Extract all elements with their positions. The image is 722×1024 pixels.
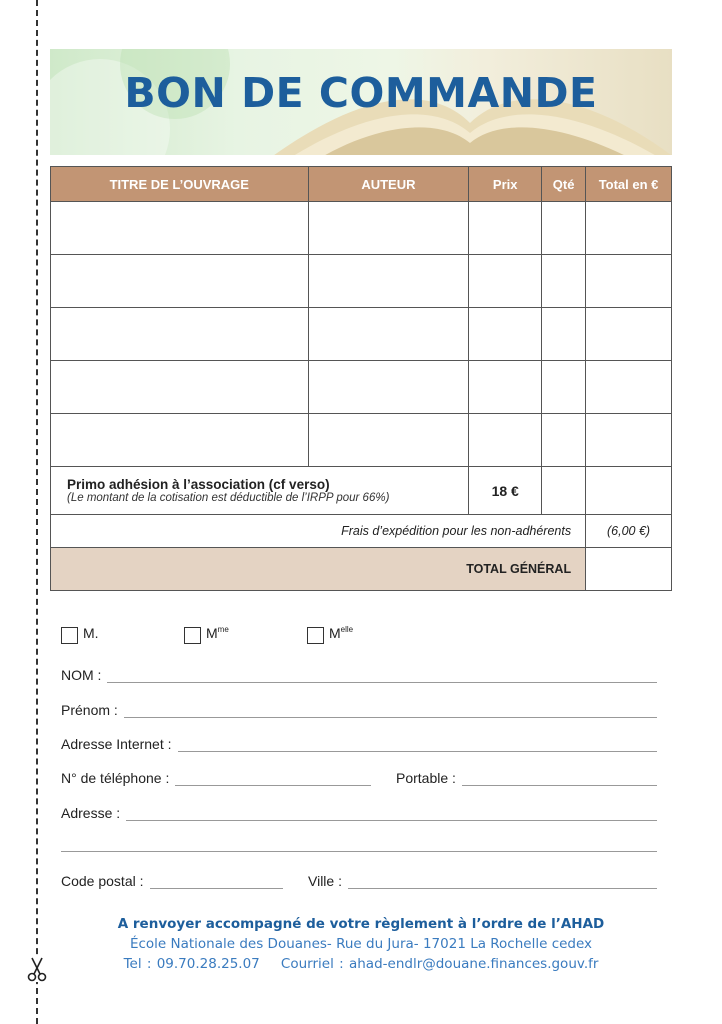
total-value[interactable] [586,548,672,591]
membership-price: 18 € [469,467,542,515]
shipping-row [51,515,672,548]
checkbox-mme[interactable] [184,627,201,644]
cell-total[interactable] [586,361,672,414]
prenom-field[interactable] [124,703,657,718]
total-row [51,548,672,591]
nom-line [61,667,657,683]
postal-line [61,873,283,889]
phone-label: N° de téléphone : [61,770,170,786]
col-price: Prix [469,167,542,202]
address-label: Adresse : [61,805,121,821]
membership-row [51,467,672,515]
address-line [61,805,657,821]
membership-qty[interactable] [542,467,586,515]
email-field[interactable] [178,737,657,752]
footer-address: École Nationale des Douanes- Rue du Jura- 17021 La Rochelle cedex [129,936,593,952]
cell-title[interactable] [51,202,309,255]
civility-mme[interactable] [184,625,229,644]
address-line-2 [61,837,657,852]
cell-total[interactable] [586,308,672,361]
cell-total[interactable] [586,255,672,308]
table-row[interactable] [51,414,672,467]
cell-price[interactable] [469,255,542,308]
order-table [50,166,672,591]
email-label: Adresse Internet : [61,736,172,752]
address-field-2[interactable] [61,837,657,852]
scissors-icon [27,956,47,982]
civility-m-label: M. [83,625,99,641]
shipping-label: Frais d’expédition pour les non-adhérents [51,515,586,548]
membership-title: Primo adhésion à l’association (cf verso) [67,477,330,492]
mobile-label: Portable : [396,770,456,786]
page-title: BON DE COMMANDE [124,69,598,117]
civility-mlle-label: $M^{elle}$ [329,625,354,641]
cell-qty[interactable] [542,308,586,361]
city-label: Ville : [308,873,342,889]
cell-price[interactable] [469,414,542,467]
cell-total[interactable] [586,414,672,467]
cell-author[interactable] [308,414,469,467]
email-line [61,736,657,752]
civility-mme-label: $M^{me}$ [206,625,229,641]
cut-line [36,0,38,1024]
civility-m[interactable] [61,625,99,644]
table-row[interactable] [51,308,672,361]
cell-price[interactable] [469,202,542,255]
mobile-field[interactable] [462,771,657,786]
city-field[interactable] [348,874,657,889]
cell-price[interactable] [469,361,542,414]
cell-total[interactable] [586,202,672,255]
membership-total[interactable] [586,467,672,515]
cell-author[interactable] [308,255,469,308]
cell-title[interactable] [51,414,309,467]
cell-title[interactable] [51,255,309,308]
header-banner [50,49,672,155]
col-total: Total en € [586,167,672,202]
civility-mlle[interactable] [307,625,353,644]
table-row[interactable] [51,361,672,414]
address-field[interactable] [126,806,657,821]
cell-author[interactable] [308,202,469,255]
cell-qty[interactable] [542,255,586,308]
nom-field[interactable] [107,668,657,683]
col-author: AUTEUR [308,167,469,202]
cell-title[interactable] [51,361,309,414]
cell-qty[interactable] [542,414,586,467]
footer-contact: Tel : 09.70.28.25.07 Courriel : ahad-endlr@douane.finances.gouv.fr [123,956,599,972]
phone-field[interactable] [175,771,371,786]
shipping-value: (6,00 €) [586,515,672,548]
postal-label: Code postal : [61,873,144,889]
table-row[interactable] [51,255,672,308]
col-title: TITRE DE L’OUVRAGE [51,167,309,202]
table-row[interactable] [51,202,672,255]
nom-label: NOM : [61,667,102,683]
cell-price[interactable] [469,308,542,361]
table-header [51,167,672,202]
checkbox-m[interactable] [61,627,78,644]
cell-qty[interactable] [542,361,586,414]
total-label: TOTAL GÉNÉRAL [51,548,586,591]
city-line [308,873,657,889]
checkbox-mlle[interactable] [307,627,324,644]
mobile-line [396,770,657,786]
cell-author[interactable] [308,361,469,414]
prenom-line [61,702,657,718]
membership-note: (Le montant de la cotisation est déductible de l’IRPP pour 66%) [67,492,390,504]
phone-line [61,770,371,786]
cell-author[interactable] [308,308,469,361]
col-qty: Qté [542,167,586,202]
footer-instruction: A renvoyer accompagné de votre règlement à l’ordre de l’AHAD [117,916,605,932]
cell-title[interactable] [51,308,309,361]
membership-label [51,467,469,515]
postal-field[interactable] [150,874,284,889]
cell-qty[interactable] [542,202,586,255]
prenom-label: Prénom : [61,702,118,718]
